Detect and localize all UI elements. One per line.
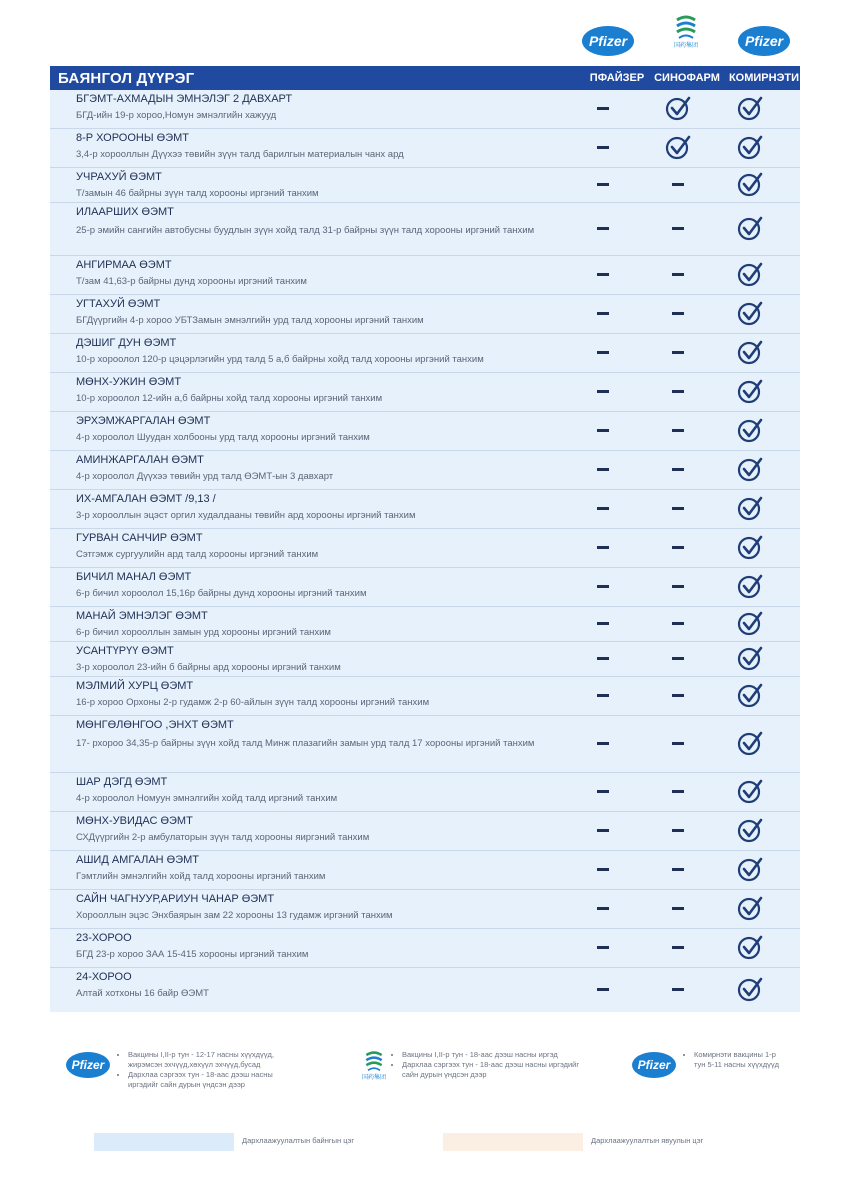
site-name: ЭРХЭМЖАРГАЛАН ӨЭМТ [76, 415, 211, 427]
check-icon [730, 215, 770, 243]
not-available-cell [583, 856, 623, 884]
not-available-cell [583, 134, 623, 162]
site-name: 24-ХОРОО [76, 971, 132, 983]
check-icon [730, 645, 770, 673]
not-available-cell [583, 378, 623, 406]
dash-icon [672, 790, 684, 793]
check-icon [737, 261, 763, 287]
dash-icon [672, 988, 684, 991]
dash-icon [597, 429, 609, 432]
table-row [50, 641, 800, 676]
dash-icon [672, 312, 684, 315]
not-available-cell [658, 895, 698, 923]
dash-icon [597, 585, 609, 588]
not-available-cell [583, 645, 623, 673]
check-icon [737, 682, 763, 708]
check-icon [737, 300, 763, 326]
site-address: Сэтгэмж сургуулийн ард талд хорооны иргэний танхим [76, 549, 319, 560]
check-icon [730, 95, 770, 123]
site-name: МӨНХ-УВИДАС ӨЭМТ [76, 815, 193, 827]
check-icon [730, 610, 770, 638]
col-comirnaty: КОМИРНЭТИ [728, 72, 800, 84]
permanent-label: Дархлаажуулалтын байнгын цэг [242, 1136, 355, 1145]
site-name: БИЧИЛ МАНАЛ ӨЭМТ [76, 571, 192, 583]
site-address: БГД-ийн 19-р хороо,Номун эмнэлгийн хажууд [76, 110, 277, 121]
not-available-cell [658, 215, 698, 243]
dash-icon [672, 273, 684, 276]
not-available-cell [583, 778, 623, 806]
logo-row [0, 14, 851, 62]
dash-icon [672, 829, 684, 832]
table-row [50, 255, 800, 294]
dash-icon [672, 390, 684, 393]
check-icon [658, 95, 698, 123]
not-available-cell [583, 573, 623, 601]
dash-icon [597, 183, 609, 186]
not-available-cell [583, 95, 623, 123]
dash-icon [597, 312, 609, 315]
site-address: 6-р бичил хорооллын замын урд хорооны иргэний танхим [76, 627, 331, 638]
not-available-cell [583, 534, 623, 562]
legend-pfizer-note-2: • Дархлаа сэргээх тун - 18-аас дээш насны иргэдийг сайн дурын үндсэн дээр [128, 1070, 298, 1090]
legend-sinopharm-notes [392, 1050, 582, 1080]
not-available-cell [583, 456, 623, 484]
check-icon [730, 895, 770, 923]
table-row [50, 450, 800, 489]
not-available-cell [583, 730, 623, 758]
legend-comirnaty-note-1: • Комирнэти вакцины 1-р тун 5-11 насны хүүхдүүд [694, 1050, 784, 1070]
not-available-cell [658, 817, 698, 845]
site-name: 23-ХОРОО [76, 932, 132, 944]
site-name: ДЭШИГ ДУН ӨЭМТ [76, 337, 177, 349]
not-available-cell [658, 934, 698, 962]
dash-icon [597, 507, 609, 510]
site-address: Т/замын 46 байрны зүүн талд хорооны иргэний танхим [76, 188, 319, 199]
not-available-cell [583, 171, 623, 199]
not-available-cell [658, 778, 698, 806]
dash-icon [672, 429, 684, 432]
pfizer-logo-2: Pfizer [738, 26, 790, 56]
site-name: МӨНГӨЛӨНГОО ,ЭНХТ ӨЭМТ [76, 719, 234, 731]
dash-icon [597, 351, 609, 354]
check-icon [730, 534, 770, 562]
not-available-cell [658, 378, 698, 406]
check-icon [737, 456, 763, 482]
site-address: 10-р хороолол 12-ийн а,б байрны хойд талд хорооны иргэний танхим [76, 393, 383, 404]
dash-icon [597, 622, 609, 625]
site-name: САЙН ЧАГНУУР,АРИУН ЧАНАР ӨЭМТ [76, 893, 275, 905]
col-sinopharm: СИНОФАРМ [654, 72, 720, 84]
permanent-swatch [94, 1133, 234, 1151]
table-row [50, 372, 800, 411]
check-icon [737, 645, 763, 671]
not-available-cell [658, 682, 698, 710]
table-row [50, 606, 800, 641]
dash-icon [672, 622, 684, 625]
check-icon [737, 495, 763, 521]
not-available-cell [583, 300, 623, 328]
site-address: 17- рхороо 34,35-р байрны зүүн хойд талд Минж плазагийн замын урд талд 17 хорооны иргэний танхим [76, 738, 535, 749]
dash-icon [672, 351, 684, 354]
site-name: УЧРАХУЙ ӨЭМТ [76, 171, 162, 183]
dash-icon [597, 107, 609, 110]
check-icon [730, 730, 770, 758]
site-address: 25-р эмийн сангийн автобусны буудлын зүүн хойд талд 31-р байрны зүүн талд хорооны иргэний танхим [76, 225, 535, 236]
check-icon [737, 573, 763, 599]
site-address: 3,4-р хорооллын Дүүхээ төвийн зүүн талд барилгын материалын чанх ард [76, 149, 404, 160]
check-icon [737, 817, 763, 843]
check-icon [730, 856, 770, 884]
dash-icon [597, 227, 609, 230]
table-row [50, 528, 800, 567]
check-icon [730, 495, 770, 523]
site-address: 6-р бичил хороолол 15,16р байрны дунд хорооны иргэний танхим [76, 588, 367, 599]
pfizer-logo: Pfizer [582, 26, 634, 56]
site-name: ШАР ДЭГД ӨЭМТ [76, 776, 168, 788]
dash-icon [672, 946, 684, 949]
mobile-swatch [443, 1133, 583, 1151]
site-name: ИЛААРШИХ ӨЭМТ [76, 206, 174, 218]
check-icon [730, 378, 770, 406]
not-available-cell [583, 895, 623, 923]
dash-icon [597, 468, 609, 471]
check-icon [665, 95, 691, 121]
check-icon [730, 682, 770, 710]
check-icon [730, 573, 770, 601]
site-address: 3-р хороолол 23-ийн б байрны ард хорооны иргэний танхим [76, 662, 341, 673]
site-address: Хорооллын эцэс Энхбаярын зам 22 хорооны 13 гудамж иргэний танхим [76, 910, 393, 921]
table-row [50, 889, 800, 928]
site-address: СХДүүргийн 2-р амбулаторын зүүн талд хорооны яиргэний танхим [76, 832, 370, 843]
legend-pfizer-note-1: • Вакцины I,II-р тун - 12-17 насны хүүхдүүд, жирэмсэн эхчүүд,хөхүүл эхчүүд,бусад [128, 1050, 298, 1070]
mobile-label: Дархлаажуулалтын явуулын цэг [591, 1136, 704, 1145]
table-row [50, 715, 800, 772]
check-icon [737, 417, 763, 443]
check-icon [665, 134, 691, 160]
sinopharm-mark-icon [675, 14, 697, 40]
site-address: 16-р хороо Орхоны 2-р гудамж 2-р 60-айлын зүүн талд хорооны иргэний танхим [76, 697, 430, 708]
dash-icon [672, 468, 684, 471]
not-available-cell [658, 171, 698, 199]
dash-icon [672, 183, 684, 186]
site-address: БГД 23-р хороо ЗАА 15-415 хорооны иргэний танхим [76, 949, 309, 960]
not-available-cell [583, 610, 623, 638]
table-row [50, 967, 800, 1012]
check-icon [730, 817, 770, 845]
site-name: МАНАЙ ЭМНЭЛЭГ ӨЭМТ [76, 610, 208, 622]
check-icon [730, 171, 770, 199]
not-available-cell [583, 495, 623, 523]
site-name: ГУРВАН САНЧИР ӨЭМТ [76, 532, 203, 544]
table-row [50, 772, 800, 811]
table-row [50, 202, 800, 255]
not-available-cell [658, 856, 698, 884]
site-name: АШИД АМГАЛАН ӨЭМТ [76, 854, 200, 866]
table-row [50, 167, 800, 202]
dash-icon [672, 694, 684, 697]
table-row [50, 333, 800, 372]
legend-sinopharm-note-2: • Дархлаа сэргээх тун - 18-аас дээш насны иргэдийг сайн дурын үндсэн дээр [402, 1060, 582, 1080]
legend-sinopharm-cn: 国药集团 [361, 1075, 386, 1081]
dash-icon [597, 657, 609, 660]
site-name: УГТАХУЙ ӨЭМТ [76, 298, 161, 310]
site-name: 8-Р ХОРООНЫ ӨЭМТ [76, 132, 189, 144]
table-body [50, 90, 800, 1012]
table-row [50, 567, 800, 606]
not-available-cell [583, 261, 623, 289]
dash-icon [597, 694, 609, 697]
site-address: Т/зам 41,63-р байрны дунд хорооны иргэний танхим [76, 276, 307, 287]
check-icon [737, 778, 763, 804]
not-available-cell [583, 976, 623, 1004]
not-available-cell [583, 339, 623, 367]
check-icon [730, 417, 770, 445]
table-header [50, 66, 800, 90]
not-available-cell [658, 730, 698, 758]
not-available-cell [658, 573, 698, 601]
check-icon [730, 976, 770, 1004]
not-available-cell [583, 417, 623, 445]
check-icon [730, 134, 770, 162]
check-icon [737, 730, 763, 756]
site-name: БГЭМТ-АХМАДЫН ЭМНЭЛЭГ 2 ДАВХАРТ [76, 93, 293, 105]
table-row [50, 128, 800, 167]
check-icon [737, 895, 763, 921]
site-address: 3-р хорооллын эцэст оргил худалдааны төвийн ард хорооны иргэний танхим [76, 510, 416, 521]
dash-icon [597, 868, 609, 871]
table-row [50, 811, 800, 850]
not-available-cell [658, 300, 698, 328]
dash-icon [672, 868, 684, 871]
check-icon [730, 778, 770, 806]
dash-icon [597, 988, 609, 991]
check-icon [737, 856, 763, 882]
check-icon [737, 134, 763, 160]
not-available-cell [658, 645, 698, 673]
not-available-cell [583, 682, 623, 710]
dash-icon [597, 946, 609, 949]
vaccination-table [50, 66, 800, 1012]
not-available-cell [658, 495, 698, 523]
check-icon [737, 934, 763, 960]
not-available-cell [658, 976, 698, 1004]
dash-icon [597, 790, 609, 793]
dash-icon [597, 146, 609, 149]
check-icon [730, 300, 770, 328]
table-row [50, 294, 800, 333]
check-icon [730, 934, 770, 962]
not-available-cell [658, 417, 698, 445]
site-address: 4-р хороолол Номуун эмнэлгийн хойд талд иргэний танхим [76, 793, 338, 804]
not-available-cell [583, 215, 623, 243]
not-available-cell [658, 534, 698, 562]
legend-pfizer-notes [118, 1050, 298, 1090]
district-title: БАЯНГОЛ ДҮҮРЭГ [58, 70, 195, 87]
col-pfizer: ПФАЙЗЕР [589, 72, 645, 84]
not-available-cell [658, 456, 698, 484]
check-icon [730, 339, 770, 367]
not-available-cell [658, 339, 698, 367]
site-address: Гэмтлийн эмнэлгийн хойд талд хорооны иргэний танхим [76, 871, 326, 882]
dash-icon [597, 273, 609, 276]
legend [0, 1042, 851, 1102]
legend-pfizer-logo: Pfizer [66, 1052, 110, 1078]
legend-sinopharm-mark-icon [364, 1050, 384, 1072]
check-icon [737, 215, 763, 241]
legend-sinopharm-logo [354, 1050, 394, 1094]
sinopharm-logo-cn: 国药集团 [673, 43, 698, 49]
site-name: АНГИРМАА ӨЭМТ [76, 259, 172, 271]
site-address: БГДүүргийн 4-р хороо УБТЗамын эмнэлгийн урд талд хорооны иргэний танхим [76, 315, 424, 326]
dash-icon [672, 657, 684, 660]
table-row [50, 90, 800, 128]
table-row [50, 411, 800, 450]
dash-icon [672, 507, 684, 510]
dash-icon [597, 390, 609, 393]
check-icon [737, 339, 763, 365]
dash-icon [672, 585, 684, 588]
site-address: 4-р хороолол Дүүхээ төвийн урд талд ӨЭМТ-ын 3 давхарт [76, 471, 334, 482]
site-name: МӨНХ-УЖИН ӨЭМТ [76, 376, 182, 388]
check-icon [730, 261, 770, 289]
legend-sinopharm-note-1: • Вакцины I,II-р тун - 18-аас дээш насны иргэд [402, 1050, 582, 1060]
check-icon [737, 378, 763, 404]
check-icon [737, 95, 763, 121]
site-address: Алтай хотхоны 16 байр ӨЭМТ [76, 988, 209, 999]
dash-icon [672, 907, 684, 910]
site-name: УСАНТҮРҮҮ ӨЭМТ [76, 645, 174, 657]
dash-icon [597, 907, 609, 910]
check-icon [658, 134, 698, 162]
check-icon [737, 976, 763, 1002]
dash-icon [672, 546, 684, 549]
check-icon [730, 456, 770, 484]
dash-icon [672, 742, 684, 745]
dash-icon [672, 227, 684, 230]
check-icon [737, 610, 763, 636]
site-address: 4-р хороолол Шуудан холбооны урд талд хорооны иргэний танхим [76, 432, 370, 443]
not-available-cell [583, 817, 623, 845]
site-name: МЭЛМИЙ ХУРЦ ӨЭМТ [76, 680, 194, 692]
not-available-cell [658, 610, 698, 638]
table-row [50, 489, 800, 528]
site-name: ИХ-АМГАЛАН ӨЭМТ /9,13 / [76, 493, 216, 505]
dash-icon [597, 742, 609, 745]
site-name: АМИНЖАРГАЛАН ӨЭМТ [76, 454, 204, 466]
not-available-cell [658, 261, 698, 289]
sinopharm-logo [666, 14, 706, 58]
table-row [50, 928, 800, 967]
check-icon [737, 171, 763, 197]
legend-pfizer-logo-2: Pfizer [632, 1052, 676, 1078]
dash-icon [597, 829, 609, 832]
site-address: 10-р хороолол 120-р цэцэрлэгийн урд талд 5 а,б байрны хойд талд хорооны иргэний танхим [76, 354, 484, 365]
check-icon [737, 534, 763, 560]
not-available-cell [583, 934, 623, 962]
dash-icon [597, 546, 609, 549]
table-row [50, 850, 800, 889]
table-row [50, 676, 800, 715]
legend-comirnaty-notes [684, 1050, 784, 1070]
